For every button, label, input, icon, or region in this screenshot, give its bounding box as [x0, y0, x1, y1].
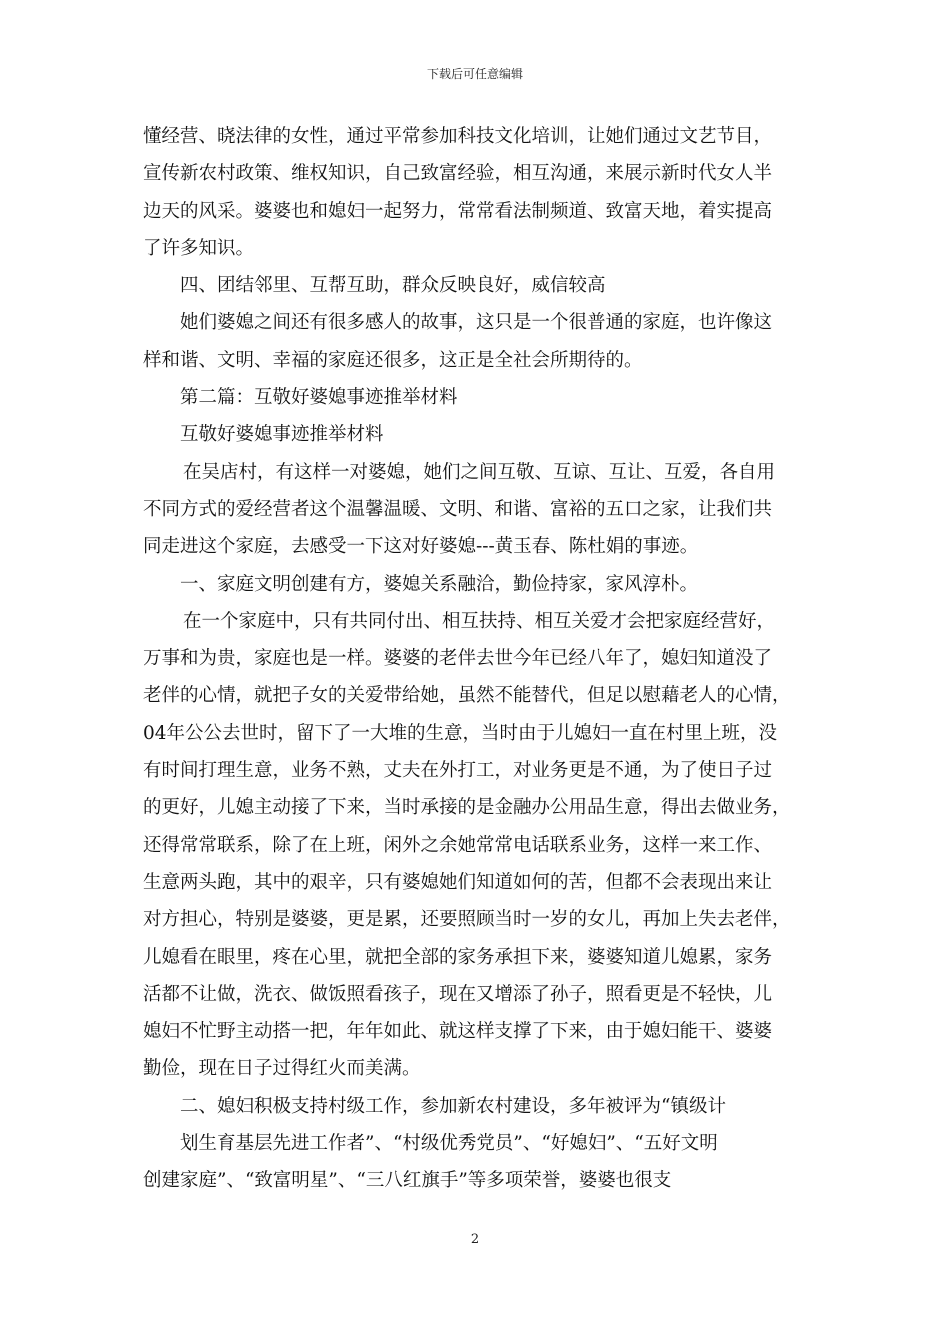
paragraph-line: 生意两头跑，其中的艰辛，只有婆媳她们知道如何的苦，但都不会表现出来让: [143, 871, 773, 893]
paragraph-line: 样和谐、文明、幸福的家庭还很多，这正是全社会所期待的。: [143, 349, 643, 371]
section-heading: 二、媳妇积极支持村级工作，参加新农村建设，多年被评为“镇级计: [180, 1095, 726, 1117]
paragraph-line: 创建家庭”、“致富明星”、“三八红旗手”等多项荣誉，婆婆也很支: [143, 1170, 672, 1192]
paragraph-line: 活都不让做，洗衣、做饭照看孩子，现在又增添了孙子，照看更是不轻快，儿: [143, 983, 773, 1005]
section-heading: 一、家庭文明创建有方，婆媳关系融洽，勤俭持家，家风淳朴。: [180, 573, 699, 595]
paragraph-line: 懂经营、晓法律的女性，通过平常参加科技文化培训，让她们通过文艺节目，: [143, 126, 773, 147]
paragraph-line: 在一个家庭中，只有共同付出、相互扶持、相互关爱才会把家庭经营好，: [183, 610, 776, 632]
paragraph-line: 老伴的心情，就把子女的关爱带给她，虽然不能替代，但足以慰藉老人的心情，: [143, 685, 791, 707]
paragraph-line: 宣传新农村政策、维权知识，自己致富经验，相互沟通，来展示新时代女人半: [143, 163, 773, 185]
paragraph-line: 的更好，儿媳主动接了下来，当时承接的是金融办公用品生意，得出去做业务，: [143, 797, 791, 819]
paragraph-line: 勤俭，现在日子过得红火而美满。: [143, 1058, 421, 1080]
paragraph-line: 有时间打理生意，业务不熟，丈夫在外打工，对业务更是不通，为了使日子过: [143, 760, 773, 782]
paragraph-line: 04年公公去世时，留下了一大堆的生意，当时由于儿媳妇一直在村里上班，没: [143, 722, 778, 744]
paragraph-line: 边天的风采。婆婆也和媳妇一起努力，常常看法制频道、致富天地，着实提高: [143, 200, 773, 222]
page-header: 下载后可任意编辑: [426, 67, 523, 81]
chapter-heading: 第二篇：互敬好婆媳事迹推举材料: [180, 387, 458, 409]
paragraph-line: 媳妇不忙野主动搭一把，年年如此、就这样支撑了下来，由于媳妇能干、婆婆: [143, 1021, 773, 1043]
section-heading: 四、团结邻里、互帮互助，群众反映良好，威信较高: [180, 275, 606, 297]
paragraph-line: 万事和为贵，家庭也是一样。婆婆的老伴去世今年已经八年了，媳妇知道没了: [143, 648, 773, 670]
paragraph-line: 不同方式的爱经营者这个温馨温暖、文明、和谐、富裕的五口之家，让我们共: [143, 498, 773, 520]
document-title: 互敬好婆媳事迹推举材料: [180, 424, 384, 446]
paragraph-line: 划生育基层先进工作者”、“村级优秀党员”、“好媳妇”、“五好文明: [180, 1133, 718, 1155]
paragraph-line: 她们婆媳之间还有很多感人的故事，这只是一个很普通的家庭，也许像这: [180, 312, 773, 334]
paragraph-line: 同走进这个家庭，去感受一下这对好婆媳---黄玉春、陈杜娟的事迹。: [143, 536, 699, 558]
paragraph-line: 儿媳看在眼里，疼在心里，就把全部的家务承担下来，婆婆知道儿媳累，家务: [143, 946, 773, 968]
paragraph-line: 对方担心，特别是婆婆，更是累，还要照顾当时一岁的女儿，再加上失去老伴，: [143, 909, 791, 931]
document-body: [143, 118, 815, 1200]
page-number: 2: [470, 1232, 480, 1247]
paragraph-line: 还得常常联系，除了在上班，闲外之余她常常电话联系业务，这样一来工作、: [143, 834, 773, 856]
paragraph-line: 了许多知识。: [143, 237, 255, 259]
paragraph-line: 在吴店村，有这样一对婆媳，她们之间互敬、互谅、互让、互爱，各自用: [183, 461, 776, 483]
